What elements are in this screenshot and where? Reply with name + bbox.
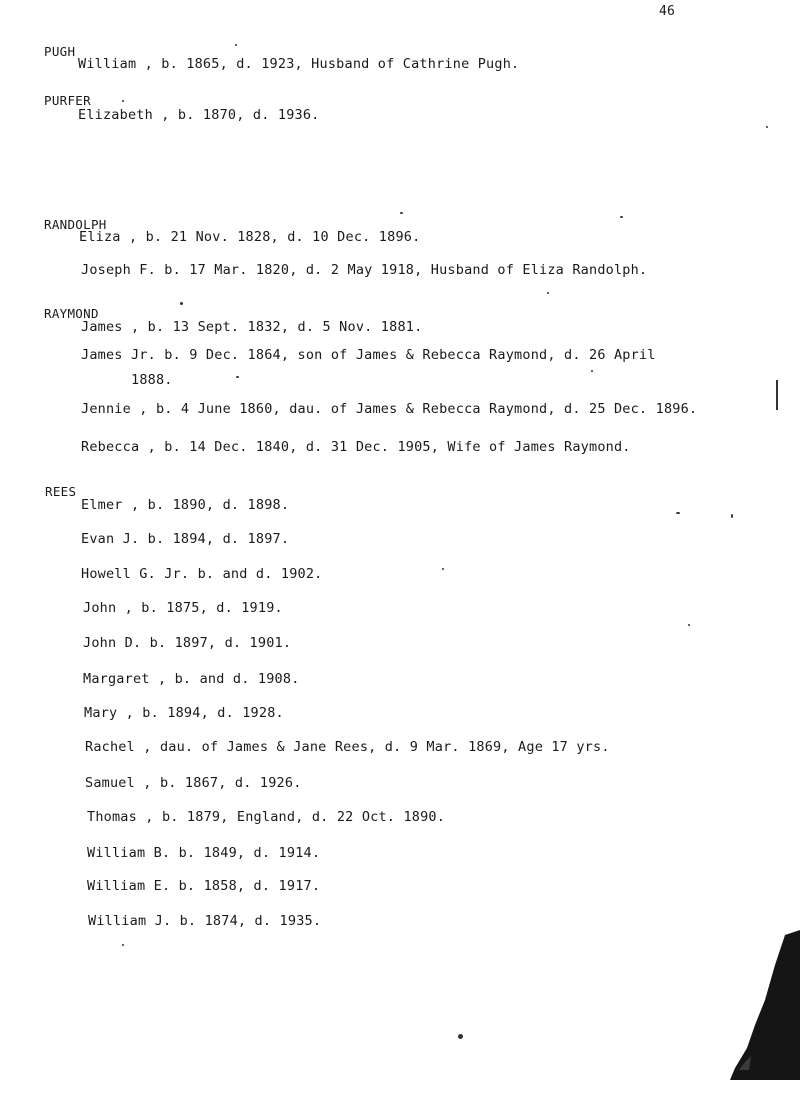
entry-line: Elizabeth , b. 1870, d. 1936. bbox=[78, 107, 320, 123]
entry-line: Elmer , b. 1890, d. 1898. bbox=[81, 497, 290, 513]
surname-heading: RAYMOND bbox=[44, 306, 99, 321]
scan-speck bbox=[688, 624, 690, 626]
scan-speck bbox=[731, 514, 733, 518]
entry-line: John , b. 1875, d. 1919. bbox=[83, 600, 283, 616]
entry-line: Rebecca , b. 14 Dec. 1840, d. 31 Dec. 1905, Wife of James Raymond. bbox=[81, 439, 631, 455]
scan-speck bbox=[766, 126, 768, 128]
scan-edge-shadow bbox=[725, 930, 800, 1080]
page-number: 46 bbox=[659, 4, 676, 19]
scan-speck bbox=[122, 100, 124, 102]
entry-line: Evan J. b. 1894, d. 1897. bbox=[81, 531, 290, 547]
scan-speck bbox=[676, 512, 680, 514]
entry-line: William , b. 1865, d. 1923, Husband of Cathrine Pugh. bbox=[78, 56, 520, 72]
entry-line: Rachel , dau. of James & Jane Rees, d. 9 Mar. 1869, Age 17 yrs. bbox=[85, 739, 610, 755]
entry-line: William J. b. 1874, d. 1935. bbox=[88, 913, 322, 929]
entry-line: Samuel , b. 1867, d. 1926. bbox=[85, 775, 302, 791]
entry-line: Thomas , b. 1879, England, d. 22 Oct. 1890. bbox=[87, 809, 446, 825]
entry-line: Howell G. Jr. b. and d. 1902. bbox=[81, 566, 323, 582]
entry-line: James Jr. b. 9 Dec. 1864, son of James & Rebecca Raymond, d. 26 April bbox=[81, 347, 656, 363]
scan-speck bbox=[400, 212, 403, 214]
scan-speck bbox=[235, 44, 237, 46]
scan-speck bbox=[122, 944, 124, 946]
surname-heading: PUGH bbox=[44, 44, 76, 59]
entry-line: William E. b. 1858, d. 1917. bbox=[87, 878, 321, 894]
scan-speck bbox=[776, 380, 778, 410]
entry-line: Margaret , b. and d. 1908. bbox=[83, 671, 300, 687]
scan-speck bbox=[591, 370, 593, 372]
scan-speck bbox=[620, 216, 623, 218]
entry-line: James , b. 13 Sept. 1832, d. 5 Nov. 1881. bbox=[81, 319, 423, 335]
entry-line: Mary , b. 1894, d. 1928. bbox=[84, 705, 284, 721]
scan-speck bbox=[458, 1034, 463, 1039]
scan-speck bbox=[442, 568, 444, 570]
entry-line: William B. b. 1849, d. 1914. bbox=[87, 845, 321, 861]
entry-line: John D. b. 1897, d. 1901. bbox=[83, 635, 292, 651]
scan-speck bbox=[180, 302, 183, 305]
surname-heading: REES bbox=[45, 484, 77, 499]
scan-speck bbox=[547, 292, 549, 294]
entry-line: Eliza , b. 21 Nov. 1828, d. 10 Dec. 1896. bbox=[79, 229, 421, 245]
surname-heading: PURFER bbox=[44, 93, 91, 108]
surname-heading: RANDOLPH bbox=[44, 217, 107, 232]
entry-continuation: 1888. bbox=[131, 372, 173, 388]
entry-line: Jennie , b. 4 June 1860, dau. of James & Rebecca Raymond, d. 25 Dec. 1896. bbox=[81, 401, 698, 417]
entry-line: Joseph F. b. 17 Mar. 1820, d. 2 May 1918, Husband of Eliza Randolph. bbox=[81, 262, 648, 278]
scan-speck bbox=[236, 376, 239, 378]
